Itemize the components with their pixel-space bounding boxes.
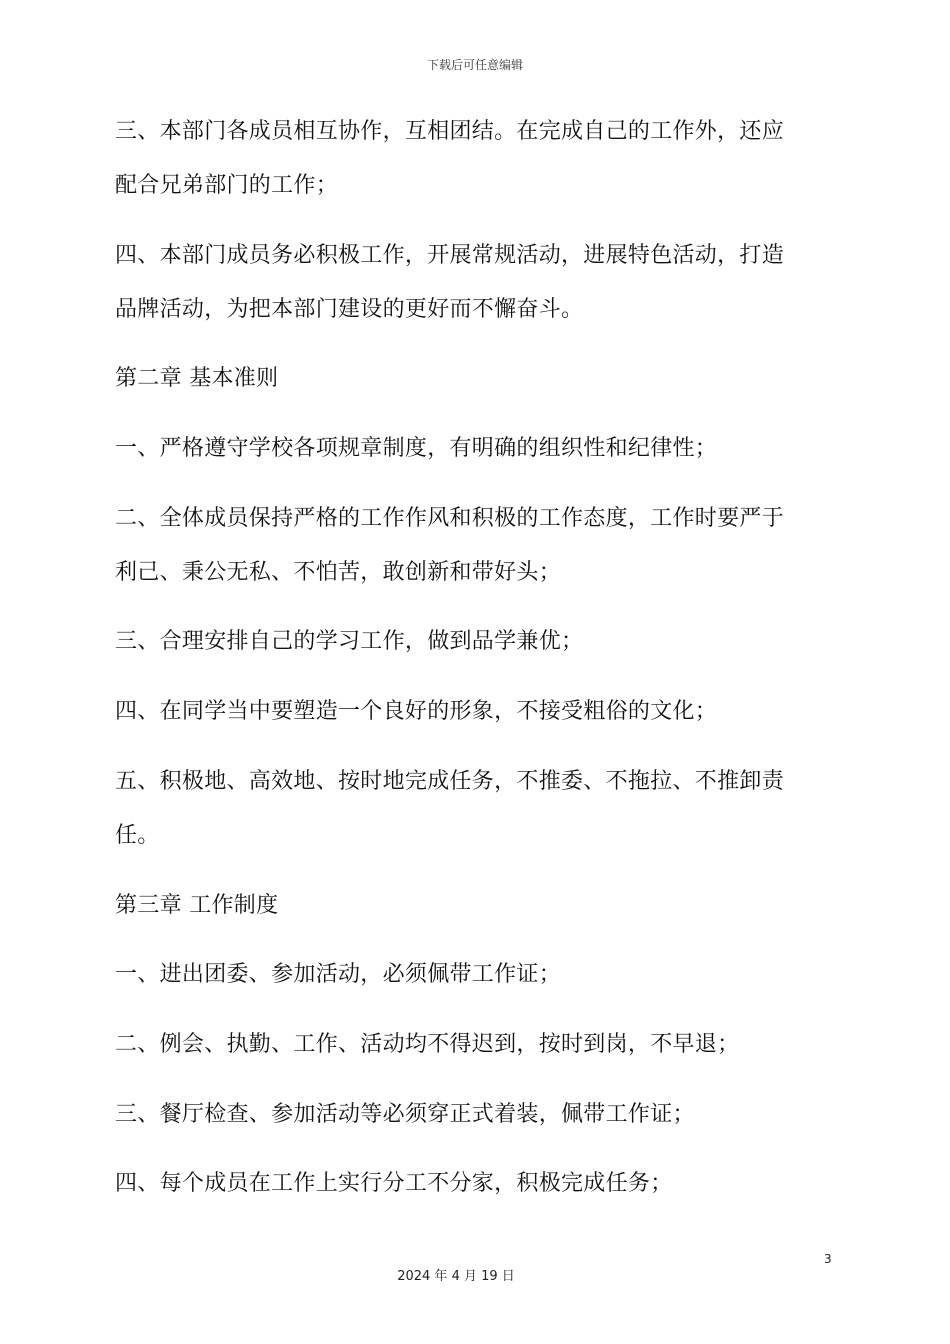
- paragraph-line: 三、餐厅检查、参加活动等必须穿正式着装，佩带工作证；: [115, 1102, 695, 1127]
- paragraph-line: 四、每个成员在工作上实行分工不分家，积极完成任务；: [115, 1171, 673, 1196]
- page-header: 下载后可任意编辑: [426, 58, 523, 72]
- paragraph-line: 任。: [115, 823, 160, 848]
- paragraph-line: 五、积极地、高效地、按时地完成任务，不推委、不拖拉、不推卸责: [115, 769, 785, 794]
- paragraph-line: 三、本部门各成员相互协作，互相团结。在完成自己的工作外，还应: [115, 119, 785, 144]
- paragraph-line: 四、本部门成员务必积极工作，开展常规活动，进展特色活动，打造: [115, 243, 785, 268]
- paragraph-line: 三、合理安排自己的学习工作，做到品学兼优；: [115, 629, 584, 654]
- paragraph-line: 二、全体成员保持严格的工作作风和积极的工作态度，工作时要严于: [115, 506, 785, 531]
- page-footer-date: 2024 年 4 月 19 日: [397, 1269, 515, 1284]
- chapter-heading: 第二章 基本准则: [115, 366, 279, 391]
- paragraph-line: 配合兄弟部门的工作；: [115, 173, 339, 198]
- paragraph-line: 一、严格遵守学校各项规章制度，有明确的组织性和纪律性；: [115, 436, 718, 461]
- chapter-heading: 第三章 工作制度: [115, 893, 279, 918]
- paragraph-line: 利己、秉公无私、不怕苦，敢创新和带好头；: [115, 560, 562, 585]
- paragraph-line: 四、在同学当中要塑造一个良好的形象，不接受粗俗的文化；: [115, 699, 718, 724]
- paragraph-line: 一、进出团委、参加活动，必须佩带工作证；: [115, 962, 562, 987]
- page-number: 3: [824, 1252, 832, 1266]
- paragraph-line: 二、例会、执勤、工作、活动均不得迟到，按时到岗，不早退；: [115, 1032, 740, 1057]
- paragraph-line: 品牌活动，为把本部门建设的更好而不懈奋斗。: [115, 297, 584, 322]
